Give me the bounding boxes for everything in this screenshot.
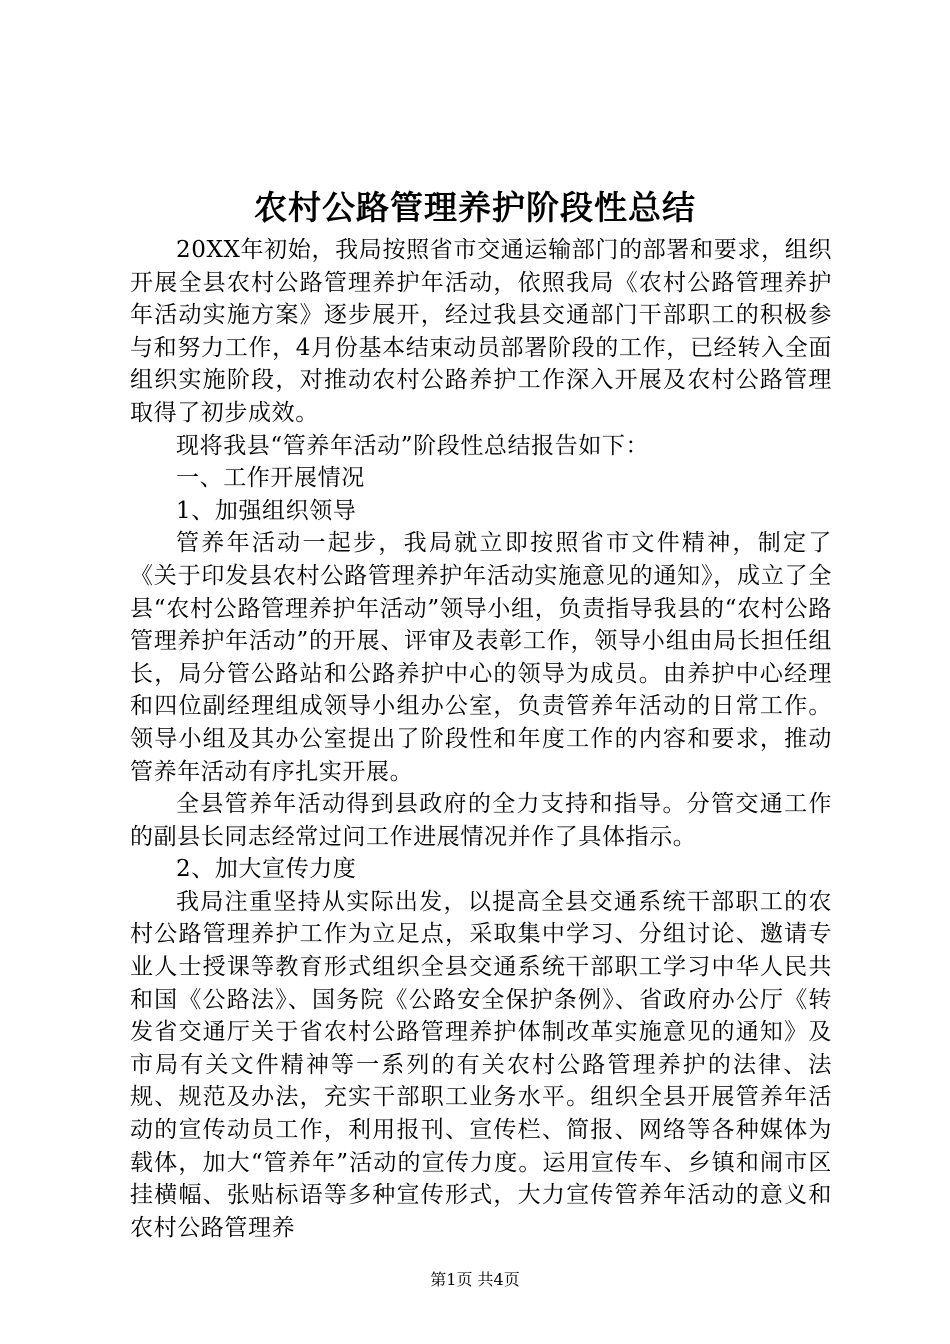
paragraph-organization: 管养年活动一起步，我局就立即按照省市文件精神，制定了《关于印发县农村公路管理养护年活动实施意见的通知》，成立了全县“农村公路管理养护年活动”领导小组，负责指导我县的“农村公路管理养护年活动”的开展、评审及表彰工作，领导小组由局长担任组长，局分管公路站和公路养护中心的领导为成员。由养护中心经理和四位副经理组成领导小组办公室，负责管养年活动的日常工作。领导小组及其办公室提出了阶段性和年度工作的内容和要求，推动管养年活动有序扎实开展。 — [130, 530, 832, 785]
paragraph-intro: 20XX年初始，我局按照省市交通运输部门的部署和要求，组织开展全县农村公路管理养护年活动，依照我局《农村公路管理养护年活动实施方案》逐步展开，经过我县交通部门干部职工的积极参与和努力工作，4月份基本结束动员部署阶段的工作，已经转入全面组织实施阶段，对推动农村公路养护工作深入开展及农村公路管理取得了初步成效。 — [130, 237, 832, 426]
page-number-footer: 第1页 共4页 — [430, 1270, 520, 1289]
paragraph-government-support: 全县管养年活动得到县政府的全力支持和指导。分管交通工作的副县长同志经常过问工作进展情况并作了具体指示。 — [130, 791, 832, 850]
document-title: 农村公路管理养护阶段性总结 — [254, 188, 696, 227]
subheading-publicity: 2、加大宣传力度 — [176, 856, 357, 883]
paragraph-report-lead: 现将我县“管养年活动”阶段性总结报告如下： — [176, 432, 650, 459]
paragraph-publicity: 我局注重坚持从实际出发，以提高全县交通系统干部职工的农村公路管理养护工作为立足点，采取集中学习、分组讨论、邀请专业人士授课等教育形式组织全县交通系统干部职工学习中华人民共和国《公路法》、国务院《公路安全保护条例》、省政府办公厅《转发省交通厅关于省农村公路管理养护体制改革实施意见的通知》及市局有关文件精神等一系列的有关农村公路管理养护的法律、法规、规范及办法，充实干部职工业务水平。组织全县开展管养年活动的宣传动员工作，利用报刊、宣传栏、简报、网络等各种媒体为载体，加大“管养年”活动的宣传力度。运用宣传车、乡镇和闹市区挂横幅、张贴标语等多种宣传形式，大力宣传管养年活动的意义和农村公路管理养 — [130, 888, 832, 1241]
subheading-organization: 1、加强组织领导 — [176, 497, 357, 524]
section-heading-work-status: 一、工作开展情况 — [176, 465, 365, 492]
document-body — [130, 234, 832, 1244]
